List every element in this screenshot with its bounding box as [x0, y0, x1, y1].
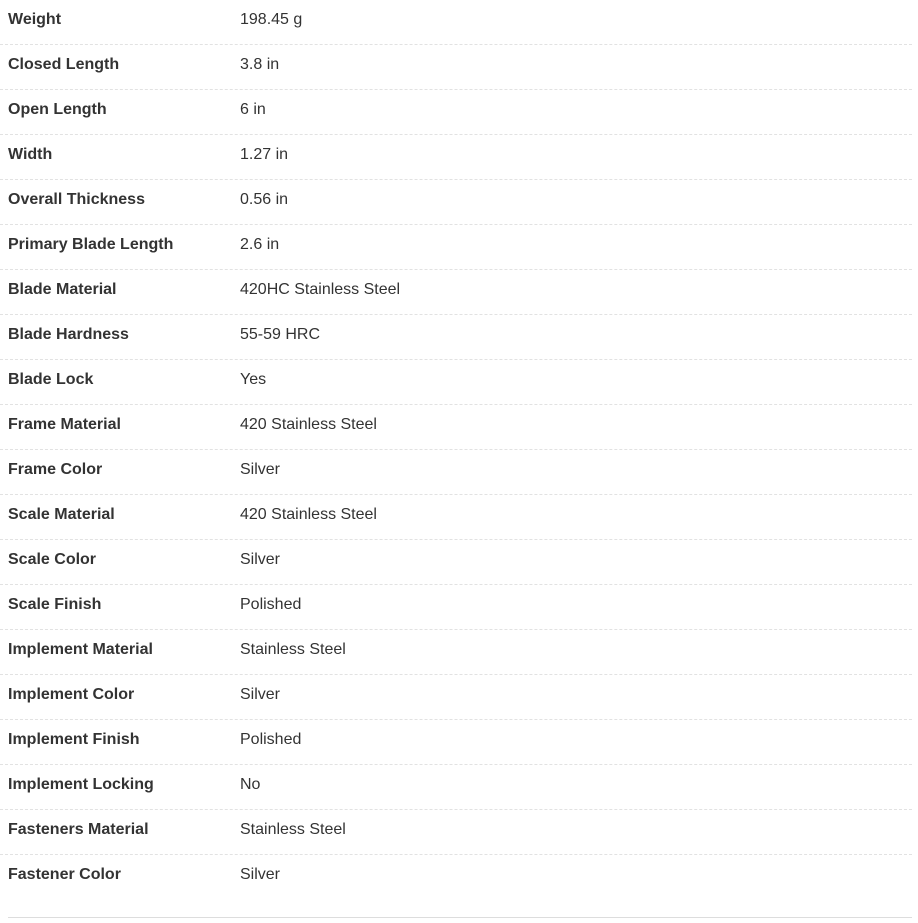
spec-value: 420 Stainless Steel	[240, 416, 377, 433]
spec-label: Closed Length	[8, 56, 120, 73]
spec-value: 6 in	[240, 101, 266, 118]
spec-value: 1.27 in	[240, 146, 289, 163]
spec-label: Primary Blade Length	[8, 236, 174, 253]
spec-value: Polished	[240, 731, 302, 748]
spec-value: 198.45 g	[240, 11, 303, 28]
spec-label: Blade Hardness	[8, 326, 129, 343]
spec-value: Silver	[240, 461, 281, 478]
spec-value: Silver	[240, 686, 281, 703]
spec-row-overall-thickness	[0, 180, 912, 225]
spec-row-implement-finish	[0, 720, 912, 765]
spec-label: Scale Material	[8, 506, 115, 523]
spec-label: Fastener Color	[8, 866, 121, 883]
spec-label: Frame Material	[8, 416, 121, 433]
spec-label: Scale Finish	[8, 596, 102, 613]
spec-label: Blade Lock	[8, 371, 94, 388]
spec-row-width	[0, 135, 912, 180]
spec-label: Blade Material	[8, 281, 117, 298]
spec-value: Yes	[240, 371, 267, 388]
spec-row-weight	[0, 0, 912, 45]
spec-value: Stainless Steel	[240, 641, 346, 658]
spec-label: Frame Color	[8, 461, 103, 478]
spec-row-scale-color	[0, 540, 912, 585]
spec-label: Open Length	[8, 101, 107, 118]
spec-label: Fasteners Material	[8, 821, 149, 838]
spec-value: 3.8 in	[240, 56, 280, 73]
spec-row-fastener-color	[0, 855, 912, 900]
spec-label: Overall Thickness	[8, 191, 145, 208]
spec-label: Implement Color	[8, 686, 135, 703]
spec-value: 55-59 HRC	[240, 326, 321, 343]
spec-row-implement-color	[0, 675, 912, 720]
spec-row-blade-lock	[0, 360, 912, 405]
spec-row-blade-material	[0, 270, 912, 315]
spec-label: Width	[8, 146, 53, 163]
spec-row-blade-hardness	[0, 315, 912, 360]
spec-row-open-length	[0, 90, 912, 135]
spec-label: Implement Material	[8, 641, 153, 658]
spec-value: Silver	[240, 551, 281, 568]
spec-row-implement-locking	[0, 765, 912, 810]
spec-label: Scale Color	[8, 551, 97, 568]
spec-value: 2.6 in	[240, 236, 280, 253]
spec-row-closed-length	[0, 45, 912, 90]
spec-value: No	[240, 776, 261, 793]
spec-row-implement-material	[0, 630, 912, 675]
spec-row-fasteners-material	[0, 810, 912, 855]
spec-value: Polished	[240, 596, 302, 613]
spec-row-frame-color	[0, 450, 912, 495]
spec-row-scale-material	[0, 495, 912, 540]
spec-value: 0.56 in	[240, 191, 289, 208]
spec-label: Weight	[8, 11, 62, 28]
spec-value: Silver	[240, 866, 281, 883]
spec-label: Implement Locking	[8, 776, 154, 793]
spec-value: Stainless Steel	[240, 821, 346, 838]
spec-label: Implement Finish	[8, 731, 140, 748]
spec-row-primary-blade-length	[0, 225, 912, 270]
spec-value: 420HC Stainless Steel	[240, 281, 401, 298]
bottom-divider	[8, 917, 912, 918]
spec-value: 420 Stainless Steel	[240, 506, 377, 523]
spec-row-scale-finish	[0, 585, 912, 630]
spec-row-frame-material	[0, 405, 912, 450]
